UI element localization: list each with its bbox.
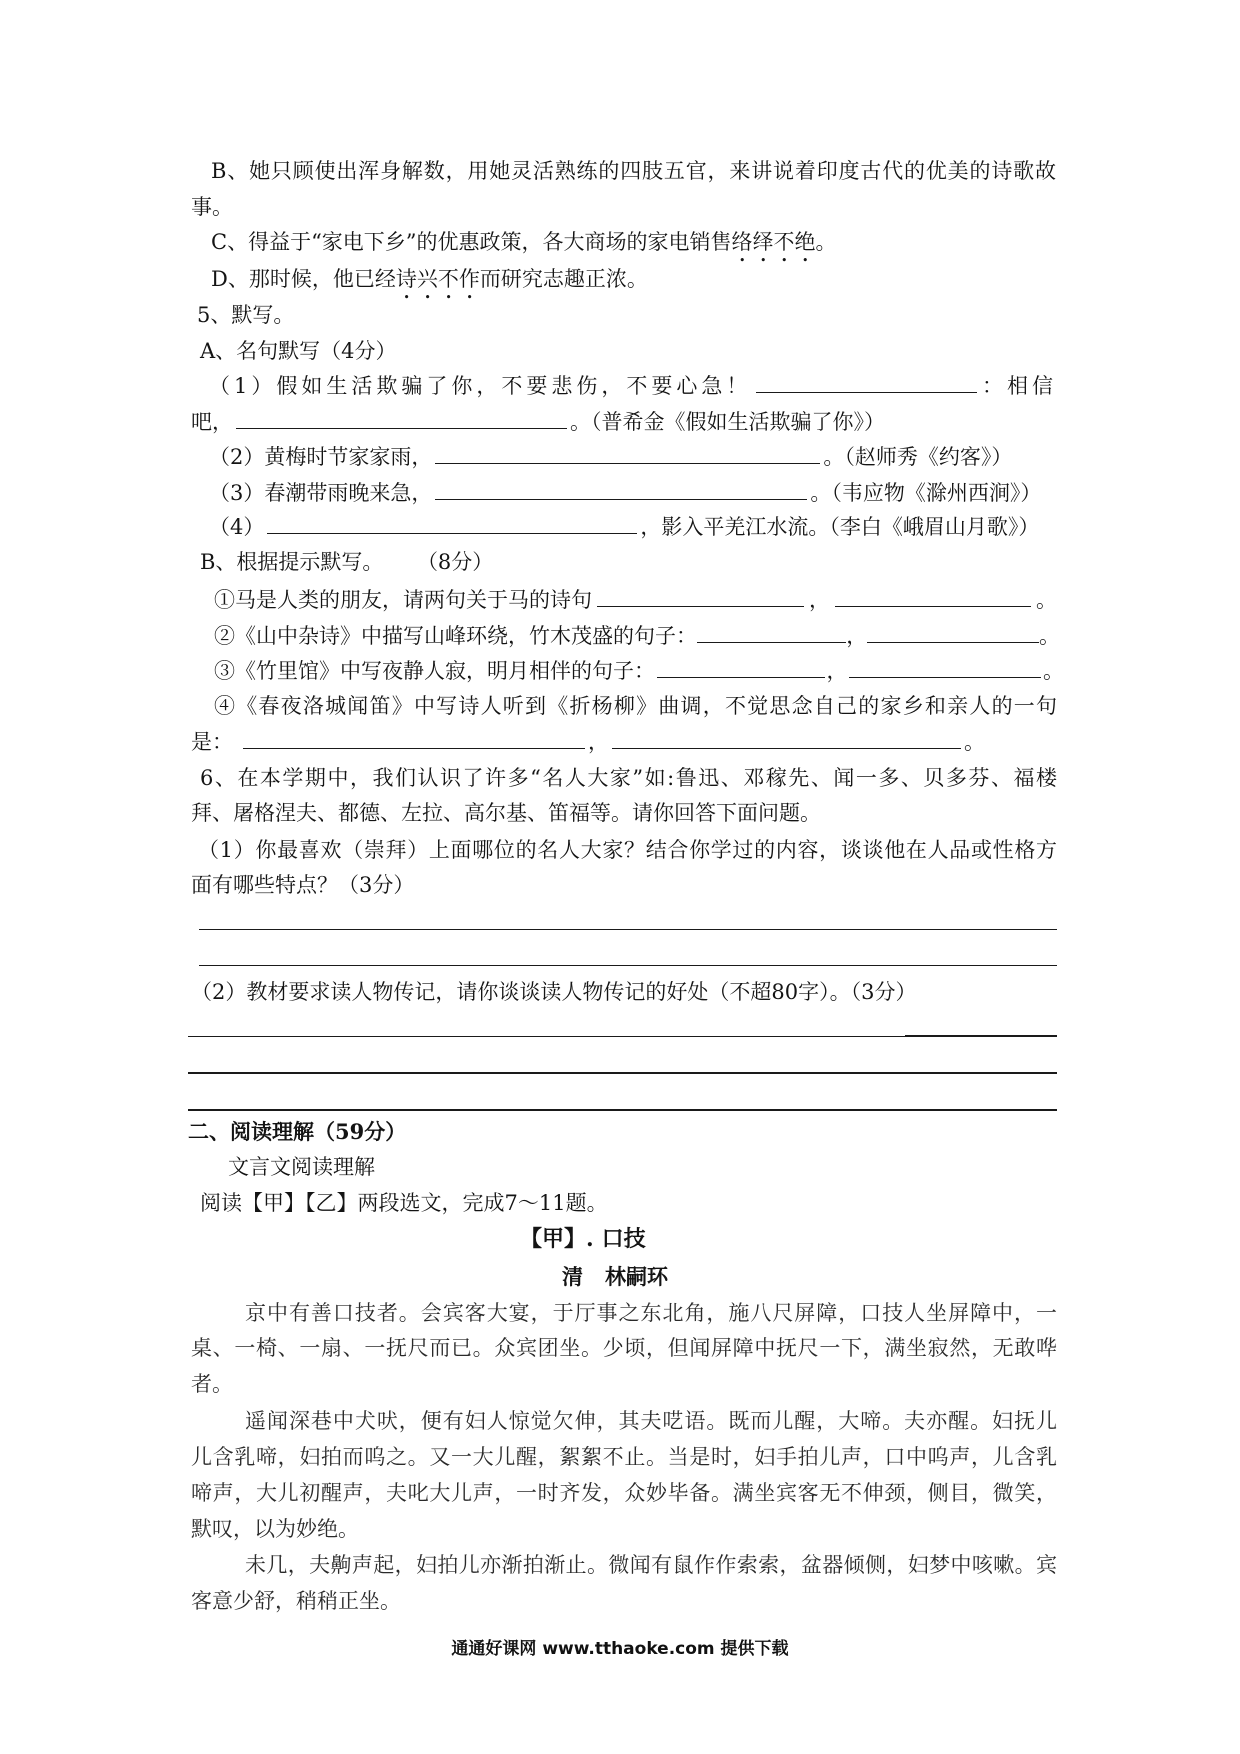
part-b-item1-text: ①马是人类的朋友，请两句关于马的诗句 xyxy=(214,588,592,612)
option-d-line xyxy=(211,263,648,295)
question5-title: 5、默写。 xyxy=(197,303,295,327)
part-a-item4 xyxy=(209,511,1042,543)
answer-blank xyxy=(435,498,807,500)
passage-p2-line1: 遥闻深巷中犬吠，便有妇人惊觉欠伸，其夫呓语。既而儿醒，大啼。夫亦醒。妇抚儿 xyxy=(245,1409,1057,1433)
part-a-item1-line2-start: 吧， xyxy=(191,410,233,434)
answer-line xyxy=(199,965,1057,966)
section2-subheading: 文言文阅读理解 xyxy=(228,1155,375,1179)
answer-blank xyxy=(657,676,825,678)
answer-line xyxy=(188,1109,1057,1111)
part-a-item4-after: ，影入平羌江水流。（李白《峨眉山月歌》） xyxy=(640,515,1040,539)
answer-blank xyxy=(435,462,820,464)
option-c-emphasis: 络绎不绝 xyxy=(731,230,816,254)
page-footer: 通通好课网 www.tthaoke.com 提供下载 xyxy=(451,1639,789,1659)
answer-blank xyxy=(849,676,1041,678)
question6-intro-line1: 6、在本学期中，我们认识了许多“名人大家”如:鲁迅、邓稼先、闻一多、贝多芬、福楼 xyxy=(200,766,1057,790)
answer-blank xyxy=(243,747,585,749)
part-a-item2 xyxy=(209,441,1015,473)
option-b-suffix: ，用她灵活熟练的四肢五官，来讲说着印度古代的优美的诗歌故 xyxy=(445,159,1056,183)
answer-blank xyxy=(236,427,567,429)
part-b-item1-end: 。 xyxy=(1036,588,1057,612)
part-a-title: A、名句默写（4分） xyxy=(200,339,397,363)
passage-p2-line2: 儿含乳啼，妇拍而呜之。又一大儿醒，絮絮不止。当是时，妇手拍儿声，口中呜声，儿含乳 xyxy=(191,1445,1057,1469)
passage-dynasty: 清 xyxy=(562,1264,583,1289)
part-b-item4-separator: ， xyxy=(588,730,609,754)
part-b-item2-text: ②《山中杂诗》中描写山峰环绕，竹木茂盛的句子： xyxy=(214,624,697,648)
passage-title-text: 口技 xyxy=(601,1226,646,1252)
part-a-item1-after: ：相信 xyxy=(981,374,1057,398)
question6-intro-line2: 拜、屠格涅夫、都德、左拉、高尔基、笛福等。请你回答下面问题。 xyxy=(191,801,821,825)
part-b-item2-end: 。 xyxy=(1039,624,1060,648)
part-b-item4-line2 xyxy=(191,726,988,758)
part-a-item1-text: （1）假如生活欺骗了你，不要悲伤，不要心急！ xyxy=(209,374,752,398)
part-b-item1 xyxy=(214,584,1057,616)
answer-blank xyxy=(612,747,961,749)
question6-sub1-line2: 面有哪些特点？（3分） xyxy=(191,873,415,897)
part-a-item4-text: （4） xyxy=(209,515,265,539)
part-b-item2-separator: ， xyxy=(846,624,868,648)
part-a-item1-line2 xyxy=(191,406,888,438)
part-a-item3-text: （3）春潮带雨晚来急， xyxy=(209,481,433,505)
answer-blank xyxy=(597,605,804,607)
option-d-emphasis: 诗兴不作 xyxy=(395,267,480,291)
passage-p2-line3: 啼声，大儿初醒声，夫叱大儿声，一时齐发，众妙毕备。满坐宾客无不伸颈，侧目，微笑， xyxy=(191,1481,1057,1505)
passage-byline xyxy=(562,1261,668,1293)
passage-p1-line1: 京中有善口技者。会宾客大宴，于厅事之东北角，施八尺屏障，口技人坐屏障中，一 xyxy=(245,1301,1057,1325)
option-c-line xyxy=(211,226,837,258)
option-d-suffix: 而研究志趣正浓。 xyxy=(479,267,648,291)
option-b-line xyxy=(211,155,1056,187)
question6-sub1-line1: （1）你最喜欢（崇拜）上面哪位的名人大家？结合你学过的内容，谈谈他在人品或性格方 xyxy=(198,838,1057,862)
part-b-item4-end: 。 xyxy=(964,730,985,754)
part-a-item2-text: （2）黄梅时节家家雨， xyxy=(209,445,433,469)
passage-author: 林嗣环 xyxy=(605,1264,668,1289)
option-b-emphasis: 浑身解数 xyxy=(358,159,446,183)
option-b-prefix: B、她只顾使出 xyxy=(211,159,359,183)
answer-line xyxy=(199,929,1057,930)
part-a-item2-after: 。（赵师秀《约客》） xyxy=(823,445,1013,469)
part-b-item4-line2-text: 是： xyxy=(191,730,233,754)
part-b-item3-end: 。 xyxy=(1043,659,1064,683)
answer-blank xyxy=(267,532,637,534)
option-c-prefix: C、得益于“家电下乡”的优惠政策，各大商场的家电销售 xyxy=(211,230,732,254)
part-b-item3-separator: ， xyxy=(826,659,848,683)
section2-heading: 二、阅读理解（59分） xyxy=(188,1119,407,1144)
answer-blank xyxy=(835,605,1031,607)
answer-line xyxy=(188,1072,1057,1074)
part-b-item3 xyxy=(214,655,1064,687)
passage-p2-line4: 默叹，以为妙绝。 xyxy=(191,1517,359,1541)
passage-title xyxy=(520,1223,646,1255)
part-a-item3 xyxy=(209,477,1044,509)
passage-p1-line3: 者。 xyxy=(191,1372,233,1396)
question6-sub2: （2）教材要求读人物传记，请你谈谈读人物传记的好处（不超80字）。（3分） xyxy=(191,980,917,1004)
part-b-item4-line1: ④《春夜洛城闻笛》中写诗人听到《折杨柳》曲调，不觉思念自己的家乡和亲人的一句 xyxy=(214,694,1057,718)
section2-instruction: 阅读【甲】【乙】两段选文，完成7～11题。 xyxy=(200,1191,608,1215)
answer-line-segment xyxy=(905,1035,1057,1037)
part-b-score: （8分） xyxy=(427,550,494,574)
part-a-item1-line2-end: 。（普希金《假如生活欺骗了你》） xyxy=(570,410,885,434)
option-c-suffix: 。 xyxy=(815,230,837,254)
part-b-title: B、根据提示默写。 xyxy=(200,550,384,574)
passage-p3-line1: 未几，夫齁声起，妇拍儿亦渐拍渐止。微闻有鼠作作索索，盆器倾侧，妇梦中咳嗽。宾 xyxy=(245,1553,1057,1577)
part-a-item1-line1 xyxy=(209,370,1057,402)
part-b-item2 xyxy=(214,620,1060,652)
option-b-continuation: 事。 xyxy=(191,195,233,219)
answer-blank xyxy=(867,641,1039,643)
option-d-prefix: D、那时候，他已经 xyxy=(211,267,396,291)
passage-label: 【甲】. xyxy=(520,1226,594,1252)
answer-blank xyxy=(756,391,977,393)
part-a-item3-after: 。（韦应物《滁州西涧》） xyxy=(810,481,1042,505)
passage-p3-line2: 客意少舒，稍稍正坐。 xyxy=(191,1589,401,1613)
passage-p1-line2: 桌、一椅、一扇、一抚尺而已。众宾团坐。少顷，但闻屏障中抚尺一下，满坐寂然，无敢哗 xyxy=(191,1336,1057,1360)
part-b-item3-text: ③《竹里馆》中写夜静人寂，明月相伴的句子： xyxy=(214,659,655,683)
part-b-title-line xyxy=(200,546,493,578)
part-b-item1-separator: ， xyxy=(809,588,830,612)
answer-blank xyxy=(697,641,846,643)
